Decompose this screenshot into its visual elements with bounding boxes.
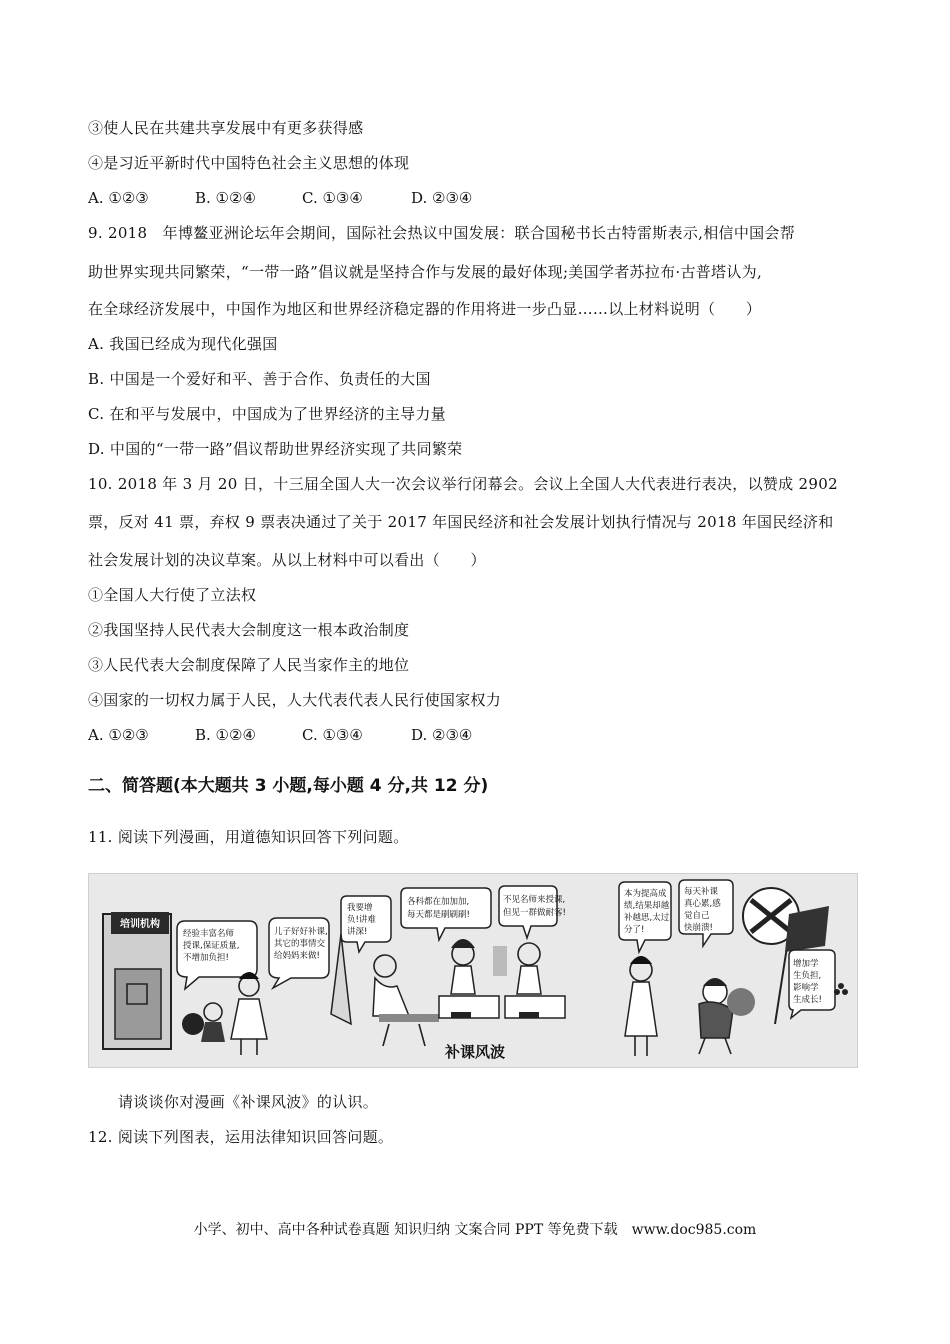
students-at-desks: [439, 939, 565, 1018]
answer-choice-c: C. ①③④: [302, 726, 363, 744]
parent-figure: [231, 972, 267, 1055]
answer-choice-a: A. ①②③: [88, 189, 149, 207]
institution-sign: 培训机构: [120, 919, 160, 930]
bubble-text-1c: 不增加负担!: [183, 953, 229, 963]
bubble-text-7b: 真心累,感: [684, 899, 721, 909]
bubble-text-7d: 快崩溃!: [684, 923, 713, 933]
answer-choice-c: C. ①③④: [302, 189, 363, 207]
bubble-text-6b: 绩,结果却越: [624, 901, 670, 911]
bubble-text-8a: 增加学: [793, 959, 819, 969]
bubble-text-8d: 生成长!: [793, 995, 822, 1005]
bubble-text-7a: 每天补课: [684, 887, 719, 897]
speech-bubble-student-b: [499, 886, 566, 938]
bubble-text-1a: 经验丰富名师: [183, 929, 235, 939]
bubble-text-8b: 生负担,: [793, 971, 822, 981]
bubble-text-7c: 觉自己: [684, 911, 710, 921]
bubble-text-3c: 讲深!: [347, 927, 368, 937]
bubble-text-4a: 各科都在加加加,: [407, 897, 470, 907]
bubble-text-3b: 负!讲难: [347, 915, 376, 925]
q9-option-a: A. 我国已经成为现代化强国: [88, 335, 278, 353]
speech-bubble-parent: [269, 918, 329, 988]
bubble-text-6c: 补越思,太过: [624, 913, 670, 923]
bubble-text-2c: 给妈妈来做!: [274, 951, 320, 961]
question-9-line-3: 在全球经济发展中，中国作为地区和世界经济稳定器的作用将进一步凸显……以上材料说明（ ）: [88, 300, 762, 318]
option-item-3: ③使人民在共建共享发展中有更多获得感: [88, 119, 364, 137]
question-10-line-3: 社会发展计划的决议草案。从以上材料中可以看出（ ）: [88, 551, 486, 569]
cartoon-title: 补课风波: [444, 1043, 506, 1061]
answer-choice-b: B. ①②④: [195, 726, 256, 744]
speech-bubble-student-c: [679, 880, 733, 946]
bubble-text-2a: 儿子好好补课,: [274, 927, 328, 937]
bubble-text-5b: 但见一群做耐客!: [503, 908, 566, 918]
question-11-stem: 11. 阅读下列漫画，用道德知识回答下列问题。: [88, 828, 409, 846]
q10-item-3: ③人民代表大会制度保障了人民当家作主的地位: [88, 656, 410, 674]
child-figure: [182, 1003, 225, 1042]
page-footer: 小学、初中、高中各种试卷真题 知识归纳 文案合同 PPT 等免费下载 www.doc985.com: [193, 1222, 757, 1238]
speech-bubble-mother: [619, 882, 671, 952]
mother-figure: [625, 956, 657, 1056]
q10-item-2: ②我国坚持人民代表大会制度这一根本政治制度: [88, 621, 410, 639]
cartoon-image: [88, 873, 858, 1068]
bubble-text-2b: 其它的事情交: [274, 939, 326, 949]
answer-choice-b: B. ①②④: [195, 189, 256, 207]
speech-bubble-flag: [789, 950, 835, 1018]
answer-choice-d: D. ②③④: [411, 189, 473, 207]
question-10-line-1: 10. 2018 年 3 月 20 日，十三届全国人大一次会议举行闭幕会。会议上全国人大代表进行表决，以赞成 2902: [88, 475, 838, 493]
q10-item-4: ④国家的一切权力属于人民，人大代表代表人民行使国家权力: [88, 691, 502, 709]
bubble-text-6d: 分了!: [624, 925, 645, 935]
question-12-stem: 12. 阅读下列图表，运用法律知识回答问题。: [88, 1128, 394, 1146]
bubble-text-4b: 每天都是刷刷刷!: [407, 910, 470, 920]
speech-bubble-student-a: [401, 888, 491, 940]
q9-option-c: C. 在和平与发展中，中国成为了世界经济的主导力量: [88, 405, 446, 423]
speech-bubble-teacher: [341, 896, 391, 952]
question-9-line-1: 9. 2018 年博鳌亚洲论坛年会期间，国际社会热议中国发展：联合国秘书长古特雷斯表示,相信中国会帮: [88, 224, 796, 242]
cartoon-drawing: [89, 874, 857, 1067]
bubble-text-5a: 不见名师来授课,: [503, 895, 566, 905]
question-10-line-2: 票，反对 41 票，弃权 9 票表决通过了关于 2017 年国民经济和社会发展计划执行情况与 2018 年国民经济和: [88, 513, 834, 531]
bubble-text-1b: 授课,保证质量,: [183, 941, 240, 951]
section-heading: 二、简答题(本大题共 3 小题,每小题 4 分,共 12 分): [88, 776, 489, 796]
institution-building: [103, 912, 171, 1049]
q10-answer-options: [88, 725, 472, 745]
question-9-line-2: 助世界实现共同繁荣，“一带一路”倡议就是坚持合作与发展的最好体现;美国学者苏拉布·古普塔认为,: [88, 263, 763, 281]
q9-option-d: D. 中国的“一带一路”倡议帮助世界经济实现了共同繁荣: [88, 440, 463, 458]
bubble-text-3a: 我要增: [347, 903, 373, 913]
q10-item-1: ①全国人大行使了立法权: [88, 586, 257, 604]
q8-answer-options: [88, 188, 472, 208]
answer-choice-d: D. ②③④: [411, 726, 473, 744]
question-11-prompt: 请谈谈你对漫画《补课风波》的认识。: [118, 1093, 379, 1111]
teacher-figure: [331, 934, 439, 1046]
q9-option-b: B. 中国是一个爱好和平、善于合作、负责任的大国: [88, 370, 431, 388]
bubble-text-8c: 影响学: [793, 983, 819, 993]
bubble-text-6a: 本为提高成: [624, 889, 667, 899]
tired-student-figure: [699, 978, 755, 1054]
answer-choice-a: A. ①②③: [88, 726, 149, 744]
option-item-4: ④是习近平新时代中国特色社会主义思想的体现: [88, 154, 410, 172]
